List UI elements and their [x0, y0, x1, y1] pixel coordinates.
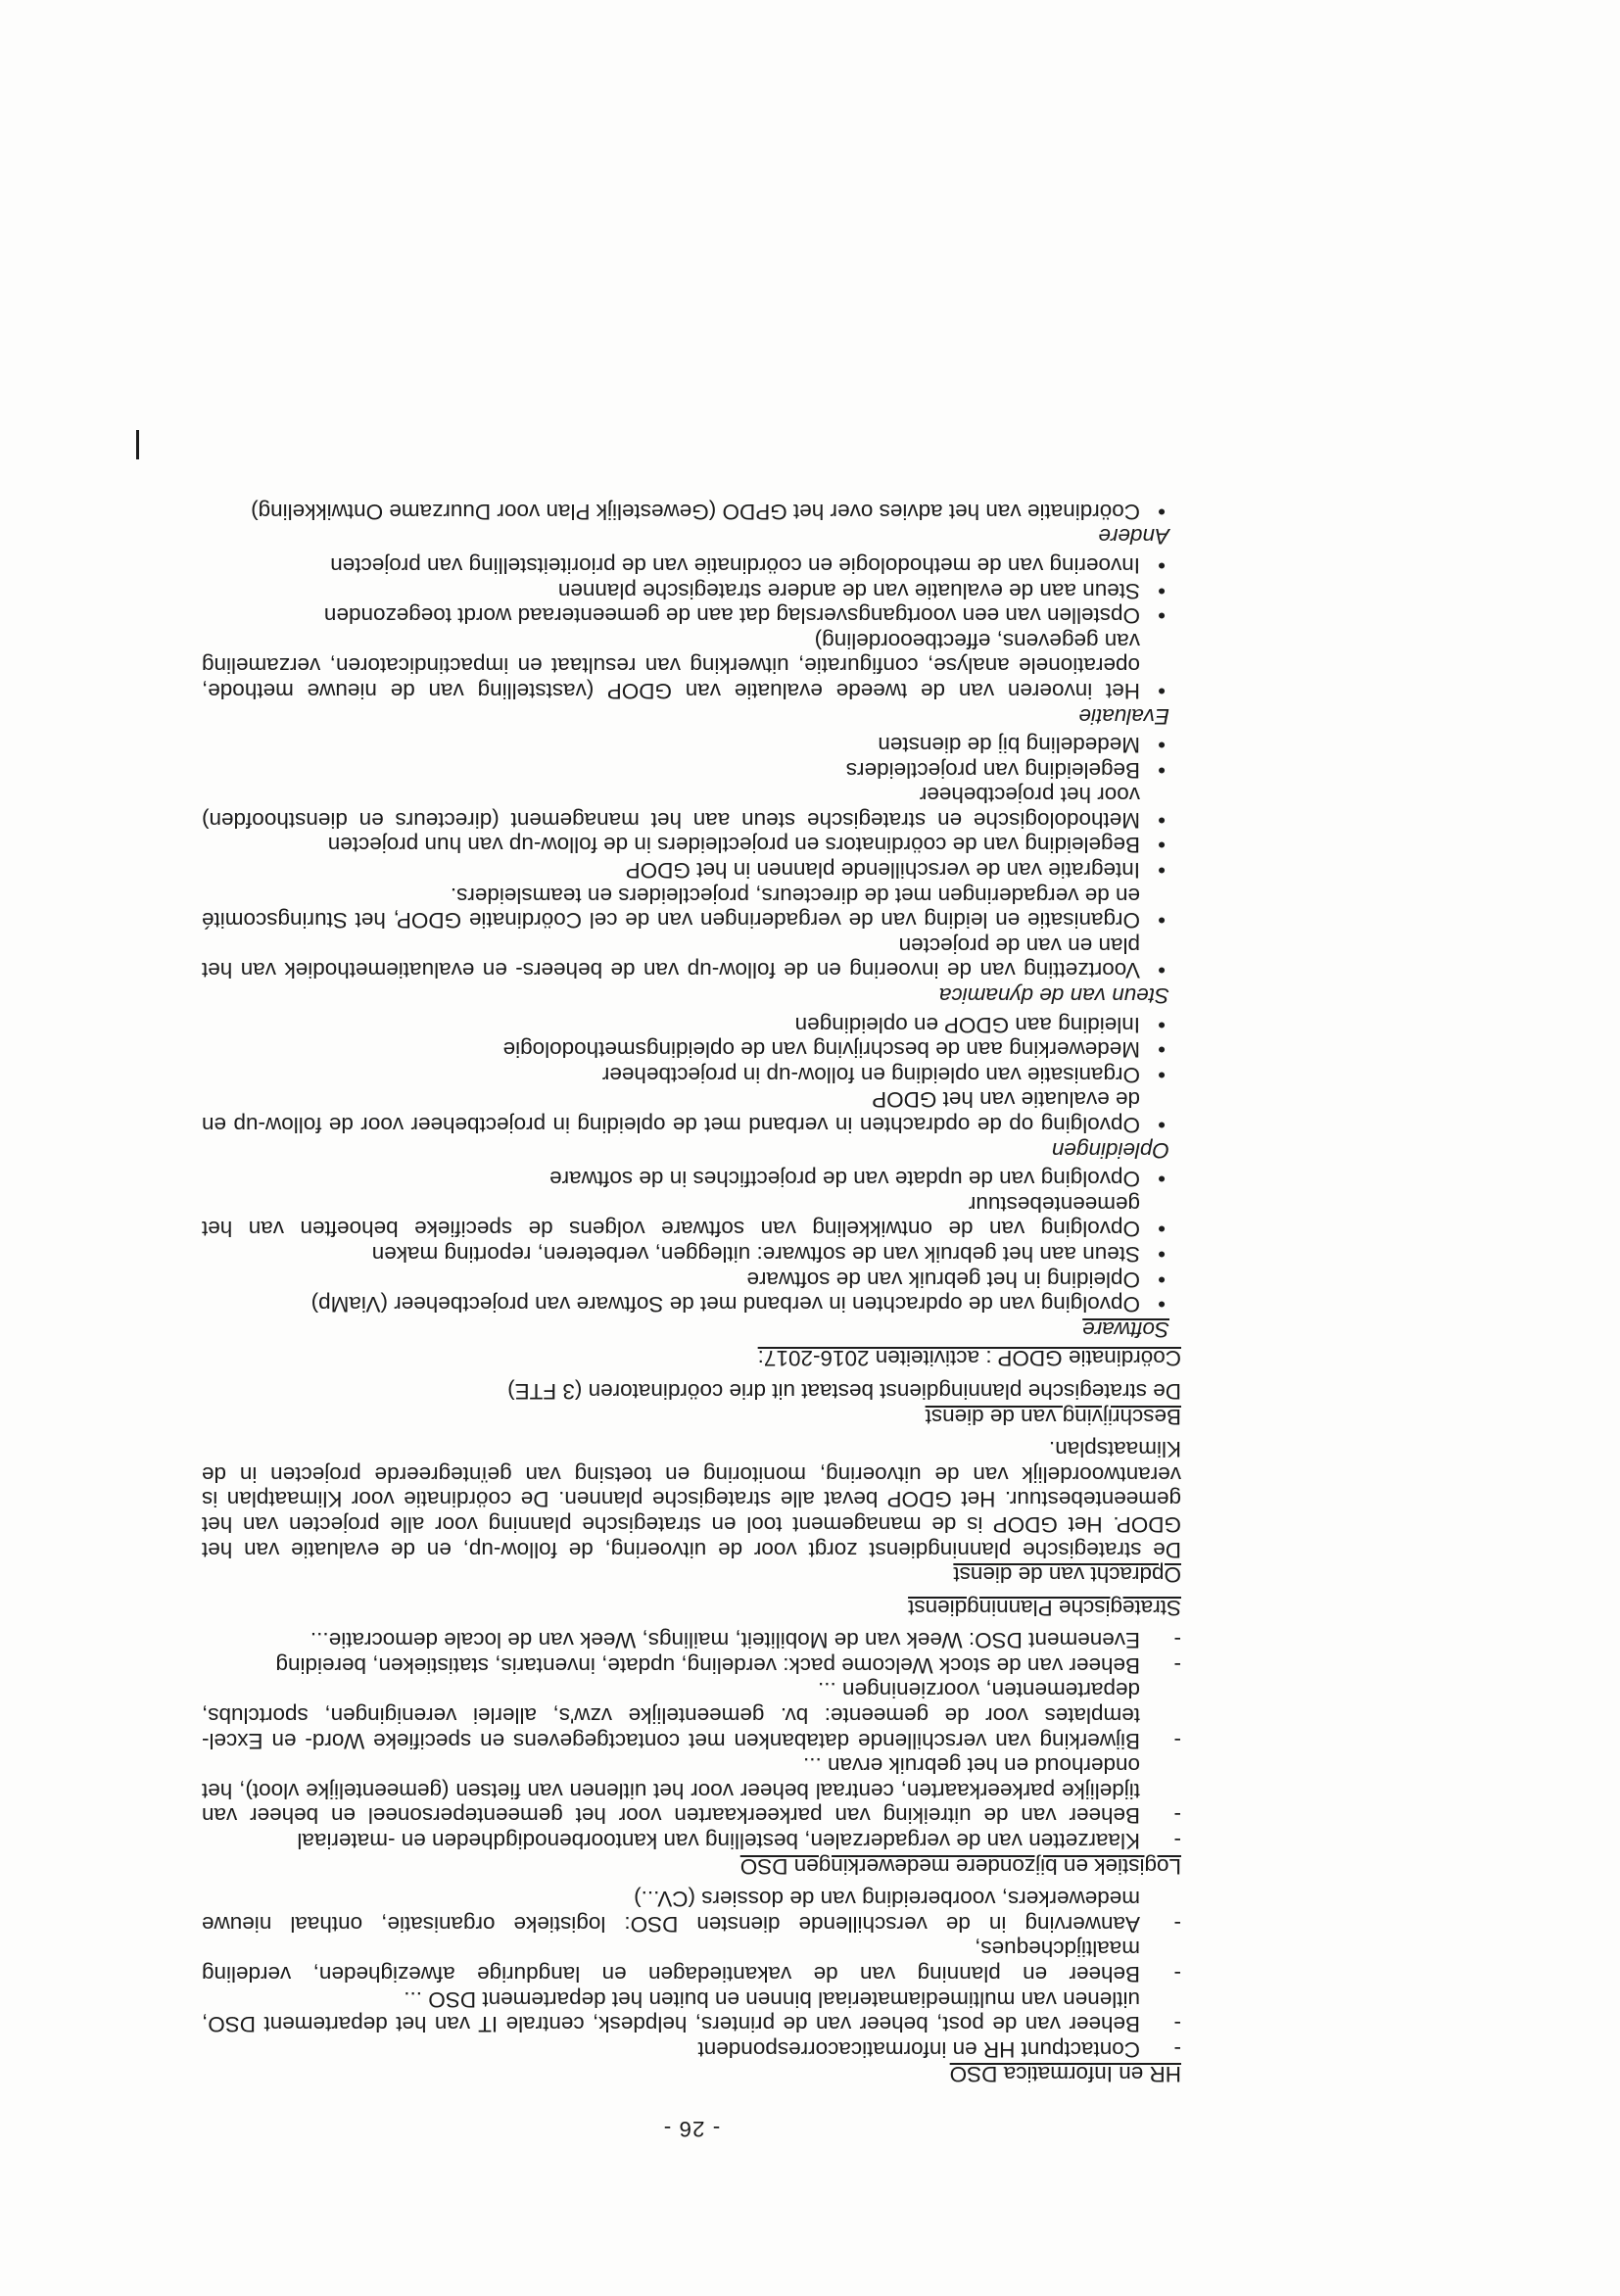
opdracht-heading: Opdracht van de dienst [953, 1562, 1181, 1588]
coordination-heading: Coördinatie GDOP : activiteiten 2016-2017: [757, 1346, 1181, 1371]
activity-subheading: Steun van de dynamica [938, 983, 1169, 1009]
activity-subheading: Opleidingen [1051, 1137, 1169, 1163]
activity-subheading: Andere [1098, 524, 1169, 550]
dash-list-item: - Beheer en planning van de vakantiedagen en langdurige afwezigheden, verdeling maaltijdcheques, [202, 1937, 1181, 1986]
hr-logistics-sections [202, 1628, 1181, 2087]
dash-list-item: - Bijwerking van verschillende databanken met contactgegevens en specifieke Word- en Excel-templates voor de gemeente: bv. gemeentelijke vzw's, allerlei verenigingen, sportclubs, departementen, voorzieningen ... [202, 1678, 1181, 1753]
dash-list-item: - Beheer van de stock Welcome pack: verdeling, update, inventaris, statistieken, bereiding [202, 1652, 1181, 1678]
activity-subheading: Evaluatie [1078, 703, 1169, 729]
bullet-list-item: • Het invoeren van de tweede evaluatie van GDOP (vaststelling van de nieuwe methode, operationele analyse, configuratie, uitwerking van resultaat en impactindicatoren, verzameling van gegevens, effectbeoordeling) [202, 628, 1181, 703]
bullet-list-item: • Opvolging van de ontwikkeling van software volgens de specifieke behoeften van het gemeentebestuur [202, 1191, 1181, 1241]
bullet-list-item: • Medewerking aan de beschrijving van de opleidingsmethodologie [202, 1037, 1181, 1063]
activities-list [202, 499, 1181, 1342]
bullet-list-item: • Inleiding aan GDOP en opleidingen [202, 1012, 1181, 1037]
bullet-list-item: • Opvolging op de opdrachten in verband met de opleiding in projectbeheer voor de follow-up en de evaluatie van het GDOP [202, 1087, 1181, 1137]
dash-list-item: - Evenement DSO: Week van de Mobiliteit, mailings, Week van de locale democratie... [202, 1628, 1181, 1653]
activity-subheading: Software [1082, 1316, 1169, 1342]
page-content [202, 499, 1181, 2141]
page-number: - 26 - [662, 2117, 721, 2141]
bullet-list-item: • Opvolging van de opdrachten in verband met de Software van projectbeheer (ViaMp) [202, 1292, 1181, 1317]
section-heading: HR en Informatica DSO [949, 2062, 1181, 2087]
dash-list-item: - Beheer van de uitreiking van parkeerkaarten voor het gemeentepersoneel en beheer van tijdelijke parkeerkaarten, centraal beheer voor het uitlenen van fietsen (gemeentelijke vloot), het onderhoud en het gebruik ervan ... [202, 1753, 1181, 1829]
bullet-list-item: • Invoering van de methodologie en coördinatie van de prioriteitstelling van projecten [202, 552, 1181, 578]
beschrijving-heading: Beschrijving van de dienst [925, 1404, 1181, 1429]
bullet-list-item: • Steun aan de evaluatie van de andere strategische plannen [202, 578, 1181, 603]
bullet-list-item: • Opleiding in het gebruik van de software [202, 1267, 1181, 1292]
bullet-list-item: • Voortzetting van de invoering en de follow-up van de beheers- en evaluatiemethodiek van het plan en van de projecten [202, 933, 1181, 982]
bullet-list-item: • Begeleiding van projectleiders [202, 757, 1181, 783]
bullet-list-item: • Steun aan het gebruik van de software: uitleggen, verbeteren, reporting maken [202, 1241, 1181, 1267]
dash-list-item: - Aanwerving in de verschillende diensten DSO: logistieke organisatie, onthaal nieuwe medewerkers, voorbereiding van de dossiers (CV...) [202, 1887, 1181, 1937]
beschrijving-text: De strategische planningdienst bestaat uit drie coördinatoren (3 FTE) [507, 1378, 1181, 1404]
dash-list-item: - Klaarzetten van de vergaderzalen, bestelling van kantoorbenodigdheden en -materiaal [202, 1828, 1181, 1853]
bullet-list-item: • Mededeling bij de diensten [202, 733, 1181, 758]
bullet-list-item: • Organisatie en leiding van de vergaderingen van de cel Coördinatie GDOP, het Sturingscomité en de vergaderingen met de directeurs, projectleiders en teamsleiders. [202, 883, 1181, 933]
dash-list-item: - Contactpunt HR en informaticacorrespondent [202, 2036, 1181, 2062]
dash-list-item: - Beheer van de post, beheer van de printers, helpdesk, centrale IT van het departement DSO, uitlenen van multimediamateriaal binnen en buiten het departement DSO ... [202, 1986, 1181, 2036]
planning-heading: Strategische Planningdienst [908, 1595, 1181, 1620]
opdracht-text: De strategische planningdienst zorgt voor de uitvoering, de follow-up, en de evaluatie van het GDOP. Het GDOP is de management tool en strategische planning voor alle projecten van het gemeentebestuur. Het GDOP bevat alle strategische plannen. De coördinatie voor Klimaatplan is verantwoordelijk van de uitvoering, monitoring en toetsing van geïntegreerde projecten in de Klimaatsplan. [202, 1437, 1181, 1562]
margin-change-bar [136, 430, 139, 459]
bullet-list-item: • Methodologische en strategische steun aan het management (directeurs en diensthoofden) voor het projectbeheer [202, 783, 1181, 833]
bullet-list-item: • Integratie van de verschillende plannen in het GDOP [202, 858, 1181, 884]
bullet-list-item: • Begeleiding van de coördinators en projectleiders in de follow-up van hun projecten [202, 833, 1181, 858]
bullet-list-item: • Organisatie van opleiding en follow-up in projectbeheer [202, 1062, 1181, 1087]
section-heading: Logistiek en bijzondere medewerkingen DSO [739, 1853, 1181, 1879]
bullet-list-item: • Coördinatie van het advies over het GPDO (Gewestelijk Plan voor Duurzame Ontwikkeling) [202, 499, 1181, 524]
bullet-list-item: • Opvolging van de update van de projectfiches in de software [202, 1167, 1181, 1192]
bullet-list-item: • Opstellen van een voortgangsverslag dat aan de gemeenteraad wordt toegezonden [202, 603, 1181, 629]
